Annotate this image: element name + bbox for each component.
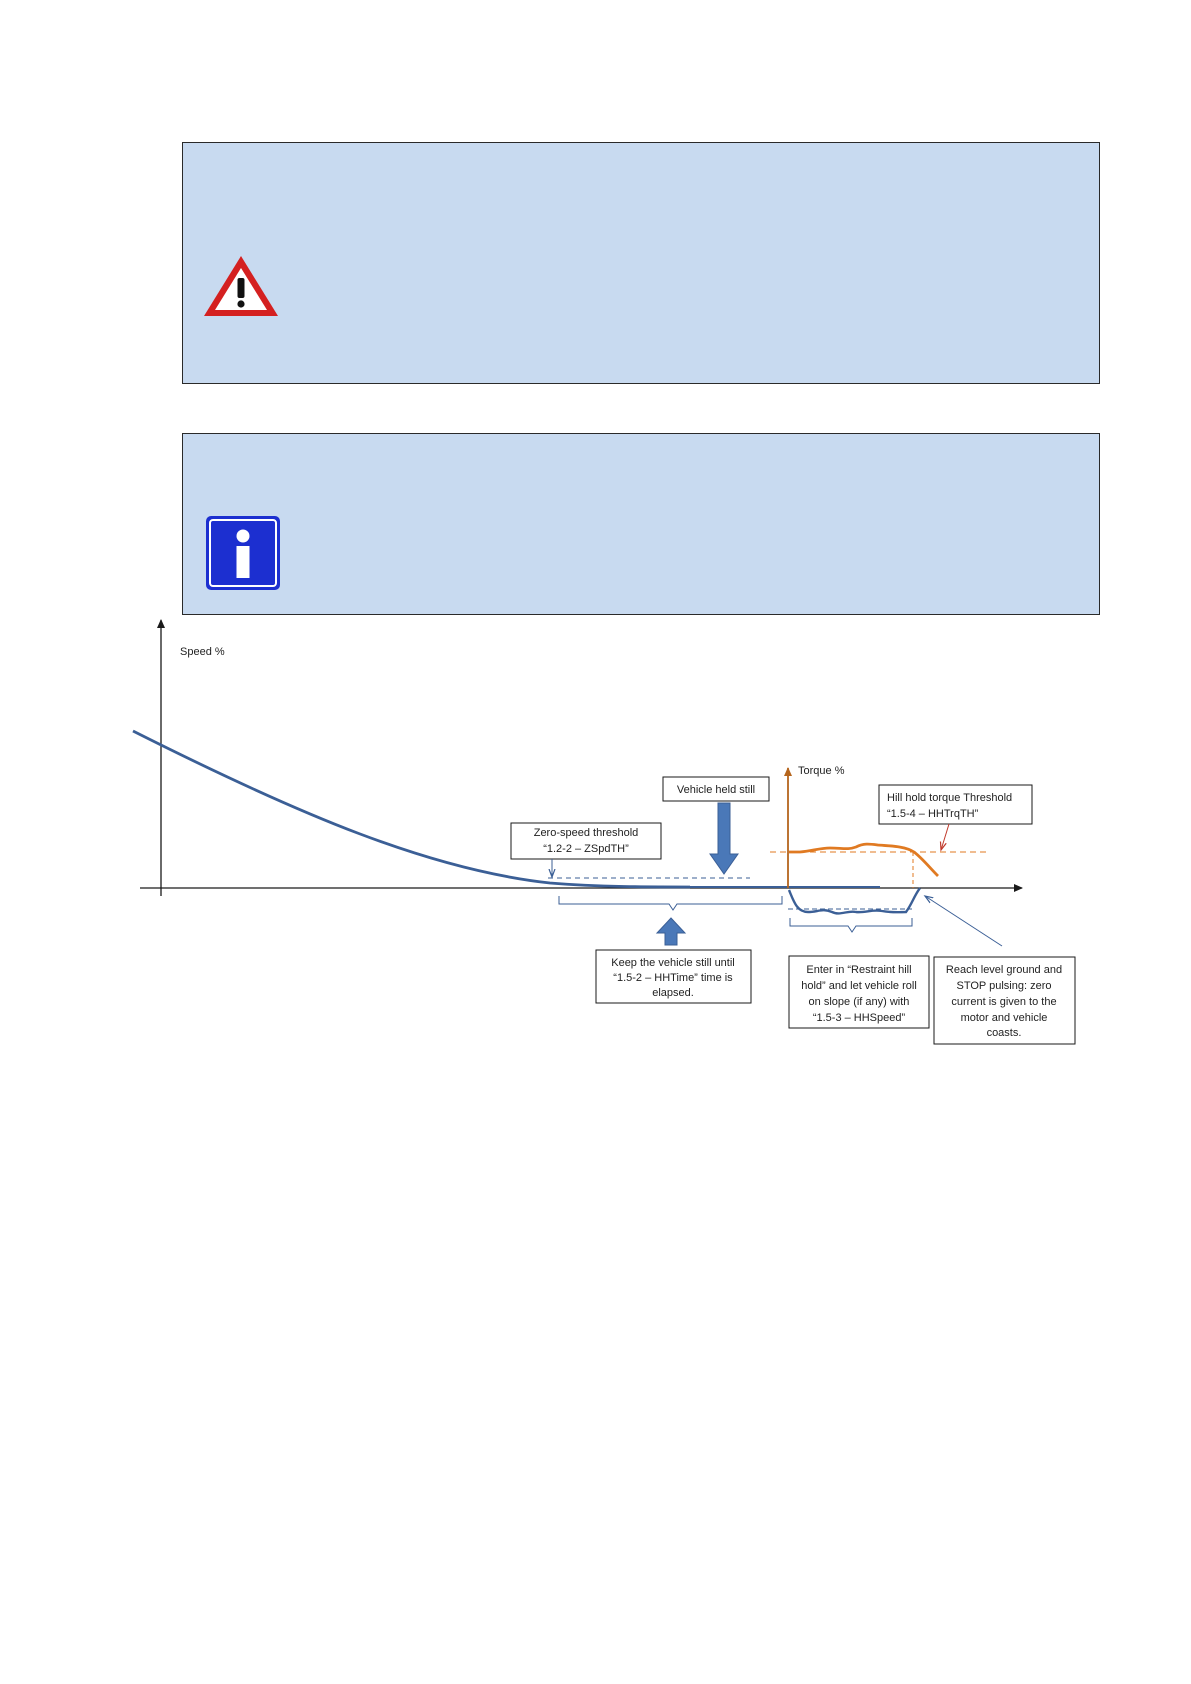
level-ground-label-3: current is given to the — [951, 996, 1057, 1008]
keep-still-label-1: Keep the vehicle still until — [611, 957, 735, 969]
torque-axis-label: Torque % — [798, 765, 845, 777]
speed-curve — [133, 731, 690, 887]
torque-curve — [789, 844, 938, 876]
info-notice-box — [182, 433, 1100, 615]
keep-still-label-2: “1.5-2 – HHTime” time is — [613, 972, 733, 984]
hill-hold-torque-label-2: “1.5-4 – HHTrqTH” — [887, 808, 979, 820]
info-icon — [205, 515, 281, 591]
hill-hold-diagram — [0, 600, 1191, 1060]
level-ground-pointer — [925, 896, 1002, 946]
zero-speed-threshold-label-2: “1.2-2 – ZSpdTH” — [543, 843, 629, 855]
restraint-label-2: hold” and let vehicle roll — [801, 980, 917, 992]
down-arrow — [710, 803, 738, 874]
zero-speed-threshold-label-1: Zero-speed threshold — [533, 827, 639, 839]
vehicle-held-still-label: Vehicle held still — [676, 784, 756, 796]
restraint-label-4: “1.5-3 – HHSpeed” — [812, 1012, 906, 1024]
warning-triangle-icon — [201, 253, 281, 319]
restraint-label-3: on slope (if any) with — [808, 996, 910, 1008]
restraint-speed-curve — [789, 888, 920, 913]
level-ground-label-1: Reach level ground and — [945, 964, 1063, 976]
keep-still-label-3: elapsed. — [652, 987, 694, 999]
level-ground-label-4: motor and vehicle — [960, 1012, 1048, 1024]
level-ground-label-2: STOP pulsing: zero — [956, 980, 1052, 992]
level-ground-label-5: coasts. — [986, 1027, 1022, 1039]
speed-axis-label: Speed % — [180, 646, 225, 658]
hill-hold-torque-pointer — [941, 824, 949, 850]
restraint-period-brace — [790, 918, 912, 932]
warning-notice-box — [182, 142, 1100, 384]
hold-period-brace — [559, 896, 782, 910]
restraint-label-1: Enter in “Restraint hill — [806, 964, 912, 976]
hill-hold-torque-label-1: Hill hold torque Threshold — [887, 792, 1013, 804]
up-arrow — [657, 918, 685, 945]
